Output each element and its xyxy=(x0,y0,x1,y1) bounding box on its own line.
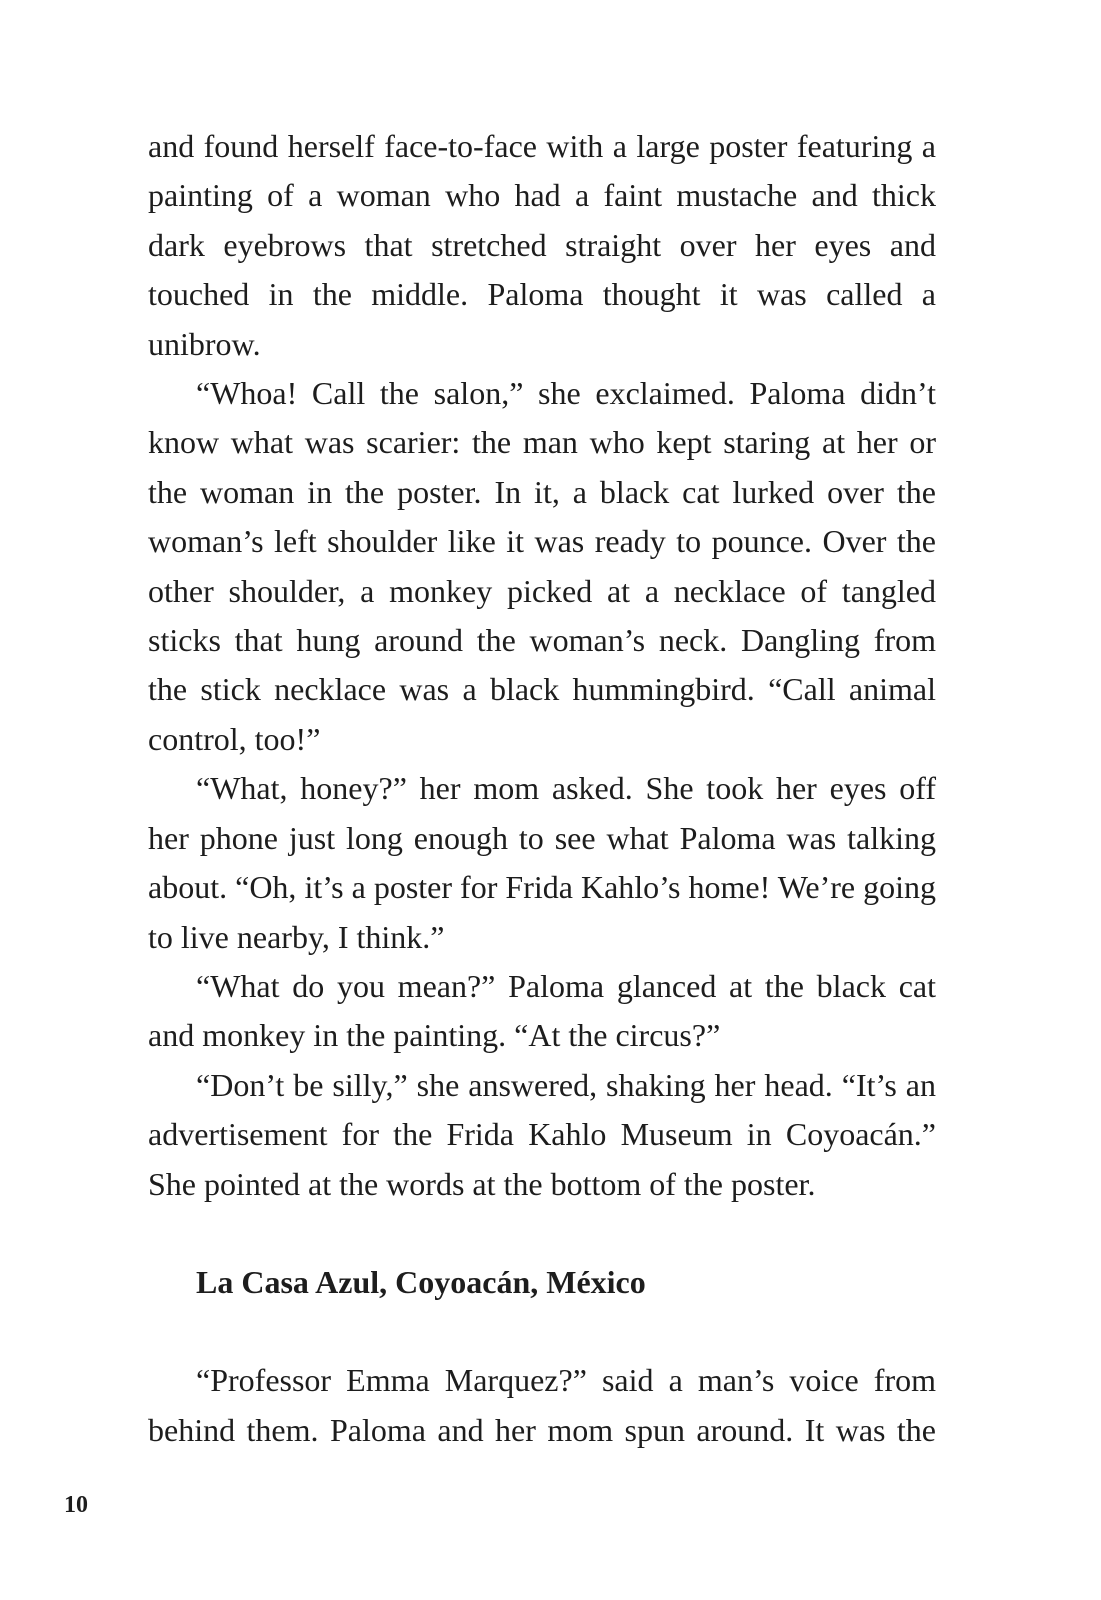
paragraph: “Don’t be silly,” she answered, shaking her head. “It’s an advertisement for the Frida Kahlo Museum in Coyoacán.” She pointed at the words at the bottom of the poster. xyxy=(148,1066,936,1202)
paragraph: “What, honey?” her mom asked. She took her eyes off her phone just long enough to see what Paloma was talking about. “Oh, it’s a poster for Frida Kahlo’s home! We’re going to live nearby, I think.” xyxy=(148,770,936,955)
page-body-text xyxy=(148,122,936,1455)
paragraph: “Whoa! Call the salon,” she exclaimed. Paloma didn’t know what was scarier: the man who kept staring at her or the woman in the poster. In it, a black cat lurked over the woman’s left shoulder like it was ready to pounce. Over the other shoulder, a monkey picked at a necklace of tangled sticks that hung around the woman’s neck. Dangling from the stick necklace was a black hummingbird. “Call animal control, too!” xyxy=(148,375,936,757)
page-number: 10 xyxy=(64,1492,88,1518)
paragraph: “Professor Emma Marquez?” said a man’s voice from behind them. Paloma and her mom spun around. It was the xyxy=(148,1362,936,1448)
paragraph: “What do you mean?” Paloma glanced at the black cat and monkey in the painting. “At the circus?” xyxy=(148,967,936,1054)
paragraph: and found herself face-to-face with a large poster featuring a painting of a woman who had a faint mustache and thick dark eyebrows that stretched straight over her eyes and touched in the middle. Paloma thought it was called a unibrow. xyxy=(148,128,936,362)
section-heading: La Casa Azul, Coyoacán, México xyxy=(196,1263,646,1300)
